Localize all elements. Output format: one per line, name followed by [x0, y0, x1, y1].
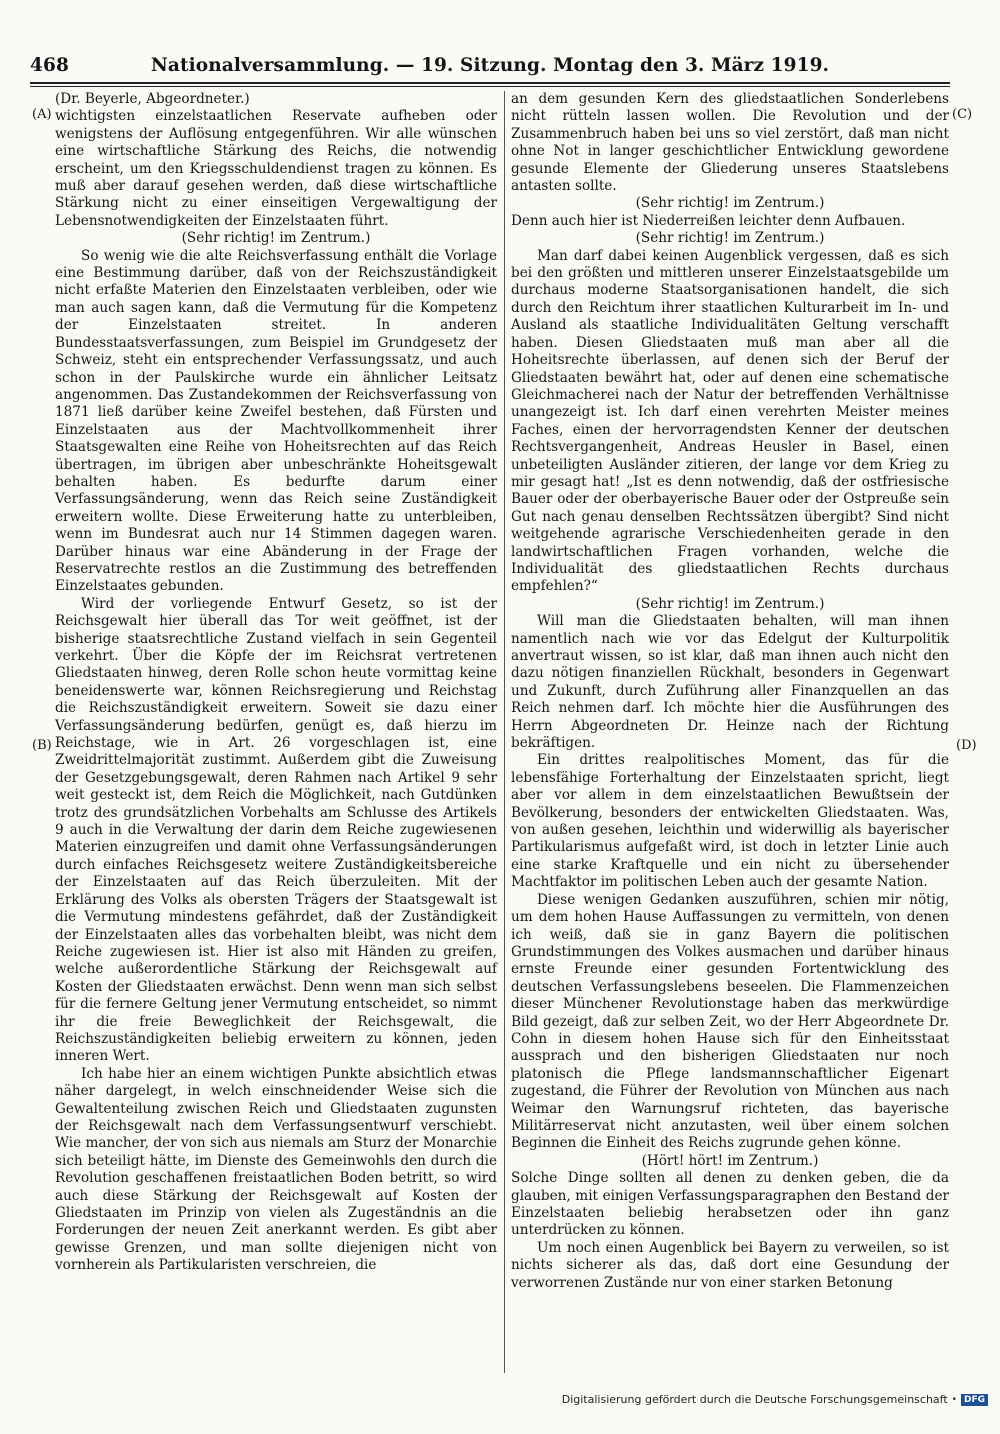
margin-marker-a: (A) [32, 107, 52, 122]
page-title: Nationalversammlung. — 19. Sitzung. Montag den 3. März 1919. [150, 55, 830, 76]
interjection: (Sehr richtig! im Zentrum.) [635, 595, 825, 612]
page-number: 468 [30, 55, 69, 76]
header-rule-thin [30, 86, 950, 87]
left-paragraph: Ich habe hier an einem wichtigen Punkte absichtlich etwas näher dargelegt, in welch einschneidender Weise sich die Gewaltenteilung zwischen Reich und Gliedstaaten zugunsten der Reichsgewalt nach dem Verfassungsentwurf verschiebt. Wie mancher, der von sich aus niemals am Sturz der Monarchie sich beteiligt hätte, im Dienste des Gemeinwohls den durch die Revolution geschaffenen freistaatlichen Boden betritt, so wird auch diese Stärkung der Reichsgewalt auf Kosten der Gliedstaaten im Prinzip von vielen als Zugeständnis an die Forderungen der neuen Zeit anerkannt werden. Es gibt aber gewisse Grenzen, und man sollte diejenigen nicht von vornherein als Partikularisten verschreien, die [55, 1065, 497, 1274]
right-paragraph: Diese wenigen Gedanken auszuführen, schien mir nötig, um dem hohen Hause Auffassungen zu vermitteln, von denen ich weiß, daß sie in ganz Bayern die politischen Grundstimmungen des Volkes ausmachen und darüber hinaus ernste Freunde einer gesunden Fortentwicklung des deutschen Verfassungslebens beseelen. Die Flammenzeichen dieser Münchener Revolutionstage haben das merkwürdige Bild gezeigt, daß zur selben Zeit, wo der Herr Abgeordnete Dr. Cohn in diesem hohen Hause sich für den Einheitsstaat aussprach und den bisherigen Gliedstaaten nur noch platonisch die Pflege landsmannschaftlicher Eigenart zugestand, die Führer der Revolution von München aus nach Weimar den Warnungsruf richteten, das bayerische Militärreservat nicht anzutasten, weil über einem solchen Beginnen die Einheit des Reichs zugrunde gehen könne. [511, 891, 949, 1152]
dfg-logo: DFG [961, 1394, 988, 1406]
interjection: (Sehr richtig! im Zentrum.) [181, 230, 371, 247]
left-paragraph: So wenig wie die alte Reichsverfassung enthält die Vorlage eine Bestimmung darüber, daß von der Reichszuständigkeit nicht erfaßte Materien den Einzelstaaten verbleiben, oder wie man auch sagen kann, daß die Vermutung für die Kompetenz der Einzelstaaten streitet. In anderen Bundesstaatsverfassungen, zum Beispiel im Grundgesetz der Schweiz, steht ein entsprechender Verfassungssatz, und auch schon in der Paulskirche wurde ein ähnlicher Leitsatz angenommen. Das Zustandekommen der Reichsverfassung von 1871 ließ darüber keine Zweifel bestehen, daß Fürsten und Einzelstaaten aus der Machtvollkommenheit ihrer Staatsgewalten eine Reihe von Hoheitsrechten auf das Reich übertragen, im übrigen aber unbeschränkte Hoheitsgewalt behalten haben. Es bedurfte darum einer Verfassungsänderung, wenn das Reich seine Zuständigkeit erweitern wollte. Diese Erweiterung hatte zu unterbleiben, wenn im Bundesrat auch nur 14 Stimmen dagegen waren. Darüber hinaus war eine Abänderung in der Frage der Reservatrechte restlos an die Zustimmung des betreffenden Einzelstaates gebunden. [55, 247, 497, 595]
right-paragraph: Um noch einen Augenblick bei Bayern zu verweilen, so ist nichts sicherer als das, daß dort eine Gesundung der verworrenen Zustände nur von einer starken Betonung [511, 1239, 949, 1291]
interjection: (Sehr richtig! im Zentrum.) [635, 195, 825, 212]
left-paragraph: wichtigsten einzelstaatlichen Reservate aufheben oder wenigstens der Auflösung entgegenführen. Wir alle wünschen eine wirtschaftliche Stärkung des Reichs, die notwendig erscheint, um den Kriegsschuldendienst tragen zu können. Es muß aber darauf gesehen werden, daß diese wirtschaftliche Stärkung nicht zu einer einseitigen Vergewaltigung der Lebensnotwendigkeiten der Einzelstaaten führt. [55, 108, 497, 229]
speaker-label: (Dr. Beyerle, Abgeordneter.) [55, 91, 250, 107]
margin-marker-c: (C) [952, 107, 973, 122]
right-column [511, 91, 949, 1292]
separator-dot: • [951, 1394, 957, 1405]
left-paragraph: Wird der vorliegende Entwurf Gesetz, so ist der Reichsgewalt hier überall das Tor weit geöffnet, ist der bisherige staatsrechtliche Zustand vielfach in sein Gegenteil verkehrt. Über die Köpfe der im Reichsrat vertretenen Gliedstaaten hinweg, deren Rolle schon heute vormittag keine beneidenswerte war, können Reichsregierung und Reichstag die Reichszuständigkeit erweitern. Soweit sie dazu einer Verfassungsänderung bedürfen, genügt es, daß hierzu im Reichstage, wie in Art. 26 vorgeschlagen ist, eine Zweidrittelmajorität zustimmt. Außerdem gibt die Zuweisung der Gesetzgebungsgewalt, deren Rahmen nach Artikel 9 sehr weit gesteckt ist, dem Reich die Möglichkeit, nach Gutdünken trotz des grundsätzlichen Vorbehalts am Schlusse des Artikels 9 auch in die Verwaltung der darin dem Reiche zugewiesenen Materien einzugreifen und damit ohne Verfassungsänderungen durch einfaches Reichsgesetz weitere Zuständigkeitsbereiche der Einzelstaaten auf das Reich überzuleiten. Mit der Erklärung des Volks als obersten Trägers der Staatsgewalt ist die Vermutung mindestens gefährdet, daß der Zuständigkeit der Einzelstaaten alles das vorbehalten bleibt, was nicht dem Reiche zugewiesen ist. Hier ist also mit Händen zu greifen, welche außerordentliche Stärkung der Reichsgewalt auf Kosten der Gliedstaaten erwächst. Denn wenn man sich selbst für die fernere Geltung jener Vermutung entscheidet, so nimmt ihr die freie Beweglichkeit der Reichsgewalt, die Reichszuständigkeiten beliebig erweitern zu können, jeden inneren Wert. [55, 595, 497, 1065]
margin-marker-b: (B) [32, 738, 52, 753]
right-paragraph: Ein drittes realpolitisches Moment, das für die lebensfähige Forterhaltung der Einzelstaaten spricht, liegt aber vor allem in dem einzelstaatlichen Bewußtsein der Bevölkerung, besonders der entwickelten Gliedstaaten. Was, von außen gesehen, leichthin und widerwillig als bayerischer Partikularismus aufgefaßt wird, ist doch in letzter Linie auch eine starke Kraftquelle und ein nicht zu übersehender Machtfaktor im politischen Leben auch der gesamte Nation. [511, 752, 949, 891]
page-header [30, 55, 950, 81]
interjection: (Sehr richtig! im Zentrum.) [635, 230, 825, 247]
right-paragraph: an dem gesunden Kern des gliedstaatlichen Sonderlebens nicht rütteln lassen wollen. Die Revolution und der Zusammenbruch haben bei uns so viel zerstört, daß man nicht ohne Not in langer geschichtlicher Entwicklung gewordene gesunde Elemente der Gliederung unseres Staatslebens antasten sollte. [511, 91, 949, 195]
right-paragraph: Will man die Gliedstaaten behalten, will man ihnen namentlich nach wie vor das Edelgut der Kulturpolitik anvertraut wissen, so ist klar, daß man ihnen auch nicht den dazu nötigen finanziellen Rückhalt, besonders in Gegenwart und Zukunft, durch Zuführung aller Finanzquellen an das Reich nehmen darf. Ich möchte hier die Ausführungen des Herrn Abgeordneten Dr. Heinze nach der Richtung bekräftigen. [511, 613, 949, 752]
margin-marker-d: (D) [956, 738, 977, 753]
right-paragraph: Solche Dinge sollten all denen zu denken geben, die da glauben, mit einigen Verfassungsparagraphen den Bestand der Einzelstaaten beliebig herabsetzen oder ihn ganz unterdrücken zu können. [511, 1170, 949, 1239]
left-column [55, 91, 497, 1275]
column-divider [504, 91, 505, 1373]
right-paragraph: Denn auch hier ist Niederreißen leichter denn Aufbauen. [511, 212, 906, 229]
right-paragraph: Man darf dabei keinen Augenblick vergessen, daß es sich bei den größten und mittleren unserer Einzelstaatsgebilde um durchaus moderne Staatsorganisationen handelt, die sich durch den Reichtum ihrer staatlichen Kulturarbeit im In- und Ausland als staatliche Individualitäten Geltung verschafft haben. Diesen Gliedstaaten muß man aber all die Hoheitsrechte überlassen, auf denen sich der Beruf der Gliedstaaten bewährt hat, oder auf denen eine schematische Gleichmacherei nach der Natur der betreffenden Verhältnisse unangezeigt ist. Ich darf einen verehrten Meister meines Faches, einen der hervorragendsten Kenner der deutschen Rechtsvergangenheit, Andreas Heusler in Basel, einen unbeteiligten Ausländer zitieren, der lange vor dem Krieg zu mir gesagt hat! „Ist es denn notwendig, daß der ostfriesische Bauer oder der oberbayerische Bauer oder der Ostpreuße sein Gut nach genau denselben Rechtssätzen übergibt? Sind nicht weitgehende agrarische Verschiedenheiten gerade in den landwirtschaftlichen Fragen vorhanden, welche die Individualität des gliedstaatlichen Rechts durchaus empfehlen?“ [511, 247, 949, 595]
digitization-footer [562, 1393, 988, 1406]
interjection: (Hört! hört! im Zentrum.) [641, 1152, 819, 1169]
header-rule [30, 82, 950, 84]
footer-text: Digitalisierung gefördert durch die Deutsche Forschungsgemeinschaft [561, 1393, 948, 1406]
